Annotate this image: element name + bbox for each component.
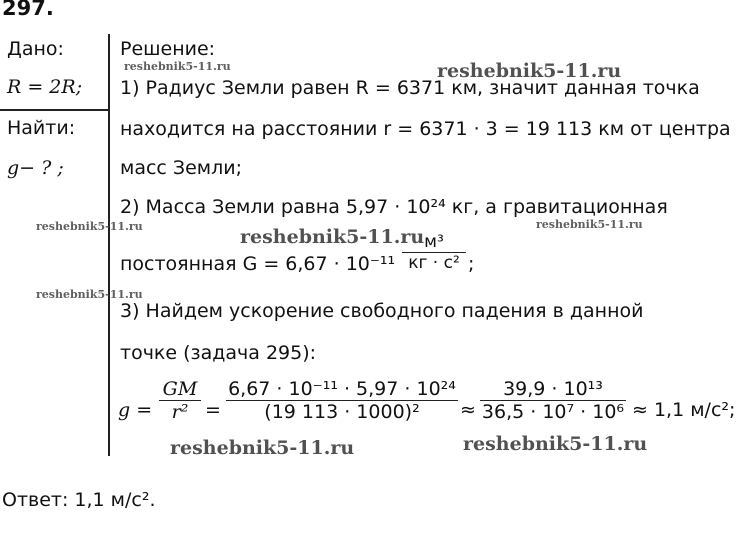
answer-line: Ответ: 1,1 м/с². [2, 489, 156, 511]
watermark: reshebnik5-11.ru [536, 218, 643, 231]
formula-fraction-values [226, 378, 458, 423]
solution-line-1: 1) Радиус Земли равен R = 6371 км, значит данная точка [120, 77, 700, 99]
values-fraction-bar [226, 400, 458, 423]
gm-numerator: GM [162, 378, 198, 400]
given-divider-vertical [108, 34, 110, 456]
watermark: reshebnik5-11.ru [124, 60, 231, 73]
units-semicolon: ; [468, 253, 475, 275]
values-denominator: (19 113 · 1000)² [264, 401, 420, 423]
solution-header: Решение: [120, 38, 216, 60]
simplified-fraction-bar [480, 400, 626, 423]
units-fraction-bar [402, 252, 466, 273]
given-expression: R = 2R; [7, 76, 83, 98]
formula-fraction-simplified [480, 378, 626, 423]
given-divider-horizontal [0, 109, 109, 111]
gravity-constant-text: постоянная G = 6,67 · 10⁻¹¹ [120, 253, 396, 275]
find-expression: g− ? ; [7, 157, 64, 179]
units-denominator: кг · с² [408, 253, 460, 273]
solution-line-5 [120, 253, 395, 275]
watermark: reshebnik5-11.ru [170, 437, 355, 459]
solution-line-6: 3) Найдем ускорение свободного падения в данной [120, 300, 644, 322]
formula-fraction-gm [159, 378, 201, 423]
watermark: reshebnik5-11.ru [240, 226, 425, 248]
problem-number-dot: . [45, 0, 54, 20]
values-numerator: 6,67 · 10⁻¹¹ · 5,97 · 10²⁴ [228, 378, 456, 400]
simplified-numerator: 39,9 · 10¹³ [503, 378, 603, 400]
formula-result: ≈ 1,1 м/с²; [632, 399, 736, 421]
gm-denominator: r² [171, 401, 189, 423]
given-header: Дано: [7, 38, 64, 60]
solution-line-7: точке (задача 295): [120, 342, 317, 364]
problem-number-value: 297 [2, 0, 46, 20]
units-numerator: м³ [424, 232, 444, 252]
watermark: reshebnik5-11.ru [437, 60, 622, 82]
watermark: reshebnik5-11.ru [36, 288, 143, 301]
solution-line-2: находится на расстоянии r = 6371 · 3 = 19 113 км от центра [120, 118, 731, 140]
watermark: reshebnik5-11.ru [36, 220, 143, 233]
formula-approx-1: ≈ [460, 399, 476, 421]
problem-number [2, 0, 54, 20]
formula-equals: = [205, 399, 221, 421]
formula-lhs: g = [118, 399, 153, 421]
find-header: Найти: [7, 117, 76, 139]
solution-line-3: масс Земли; [120, 157, 243, 179]
watermark: reshebnik5-11.ru [463, 433, 648, 455]
gm-fraction-bar [159, 400, 201, 423]
solution-line-4: 2) Масса Земли равна 5,97 · 10²⁴ кг, а гравитационная [120, 196, 668, 218]
simplified-denominator: 36,5 · 10⁷ · 10⁶ [481, 401, 625, 423]
